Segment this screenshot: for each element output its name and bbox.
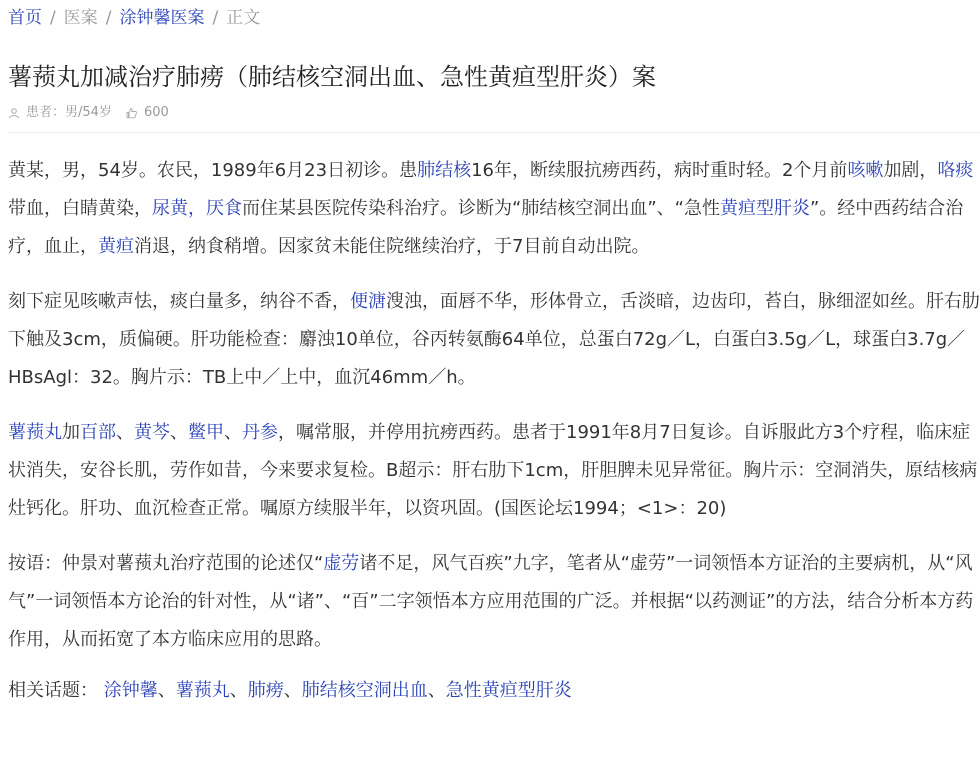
term-link[interactable]: 便溏: [350, 291, 386, 312]
topic-separator: 、: [157, 680, 176, 701]
patient-info: 患者：男/54岁: [26, 105, 112, 120]
term-link[interactable]: 肺结核: [417, 160, 472, 181]
paragraph: [8, 283, 980, 397]
term-link[interactable]: 鳖甲: [188, 422, 224, 443]
topic-separator: 、: [427, 680, 446, 701]
paragraph-text: 消退，纳食稍增。因家贫未能住院继续治疗，于7目前自动出院。: [134, 236, 650, 257]
breadcrumb-category: 医案: [63, 8, 98, 28]
paragraph-text: 、: [116, 422, 134, 443]
like-icon: [126, 107, 138, 119]
paragraph-text: 、: [170, 422, 188, 443]
term-link[interactable]: 尿黄: [152, 198, 188, 219]
paragraph-text: 加剧，: [883, 160, 938, 181]
article-content: [8, 152, 980, 659]
paragraph-text: 而住某县医院传染科治疗。诊断为“肺结核空洞出血”、“急性: [242, 198, 720, 219]
paragraph-text: ”。经中西药结合治疗，血止，: [8, 198, 964, 257]
term-link[interactable]: 虚劳: [323, 553, 360, 574]
term-link[interactable]: 咳嗽: [847, 160, 884, 181]
paragraph-text: 带血，白睛黄染，: [8, 198, 152, 219]
paragraph-text: 诸不足，风气百疾”九字，笔者从“虚劳”一词领悟本方证治的主要病机，从“风气”一词领悟本方论治的针对性，从“诸”、“百”二字领悟本方应用范围的广泛。并根据“以药测证”的方法，结合分析本方药作用，从而拓宽了本方临床应用的思路。: [8, 553, 974, 650]
breadcrumb-doctor-link[interactable]: 涂钟馨医案: [119, 8, 205, 28]
paragraph-text: 黄某，男，54岁。农民，1989年6月23日初诊。患: [8, 160, 418, 181]
view-count: 600: [143, 105, 169, 120]
divider: [8, 132, 980, 133]
paragraph: [8, 545, 980, 659]
breadcrumb-separator: /: [105, 8, 112, 28]
paragraph-text: 按语：仲景对薯蓣丸治疗范围的论述仅“: [8, 553, 324, 574]
term-link[interactable]: ，: [188, 198, 206, 219]
topic-separator: 、: [229, 680, 248, 701]
topic-link[interactable]: 急性黄疸型肝炎: [445, 680, 572, 701]
term-link[interactable]: 薯蓣丸: [8, 422, 62, 443]
paragraph: [8, 152, 980, 266]
breadcrumb-current: 正文: [226, 8, 261, 28]
term-link[interactable]: 咯痰: [937, 160, 974, 181]
term-link[interactable]: 厌食: [206, 198, 242, 219]
paragraph-text: ，嘱常服，并停用抗痨西药。患者于1991年8月7日复诊。自诉服此方3个疗程，临床症状消失，安谷长肌，劳作如昔，今来要求复检。B超示：肝右肋下1cm，肝胆脾未见异常征。胸片示：空洞消失，原结核病灶钙化。肝功、血沉检查正常。嘱原方续服半年，以资巩固。(国医论坛1994；<1>：20): [8, 422, 978, 519]
term-link[interactable]: 百部: [80, 422, 116, 443]
breadcrumb-separator: /: [212, 8, 219, 28]
breadcrumb: [8, 0, 980, 36]
paragraph-text: 加: [62, 422, 80, 443]
paragraph-text: 溲浊，面唇不华，形体骨立，舌淡暗，边齿印，苔白，脉细涩如丝。肝右肋下触及3cm，质偏硬。肝功能检查：麝浊10单位，谷丙转氨酶64单位，总蛋白72g／L，白蛋白3.5g／L，球蛋白3.7g／HBsAgl：32。胸片示：TB上中／上中，血沉46mm／h。: [8, 291, 980, 388]
paragraph: [8, 414, 980, 528]
topic-link[interactable]: 薯蓣丸: [175, 680, 230, 701]
paragraph-text: 刻下症见咳嗽声怯，痰白量多，纳谷不香，: [8, 291, 350, 312]
topic-link[interactable]: 肺结核空洞出血: [301, 680, 428, 701]
paragraph-text: 、: [224, 422, 242, 443]
term-link[interactable]: 黄芩: [134, 422, 170, 443]
breadcrumb-separator: /: [50, 8, 56, 28]
user-icon: [8, 107, 20, 119]
topic-link[interactable]: 涂钟馨: [103, 680, 158, 701]
related-topics-label: 相关话题：: [8, 680, 98, 701]
paragraph-text: 16年，断续服抗痨西药，病时重时轻。2个月前: [471, 160, 848, 181]
topic-link[interactable]: 肺痨: [247, 680, 284, 701]
term-link[interactable]: 黄疸: [98, 236, 134, 257]
term-link[interactable]: 丹参: [242, 422, 278, 443]
breadcrumb-home-link[interactable]: 首页: [8, 8, 42, 28]
topic-separator: 、: [283, 680, 302, 701]
term-link[interactable]: 黄疸型肝炎: [719, 198, 810, 219]
related-topics: [8, 676, 980, 706]
page-title: 薯蓣丸加减治疗肺痨（肺结核空洞出血、急性黄疸型肝炎）案: [8, 63, 656, 91]
article-meta: [8, 104, 980, 122]
